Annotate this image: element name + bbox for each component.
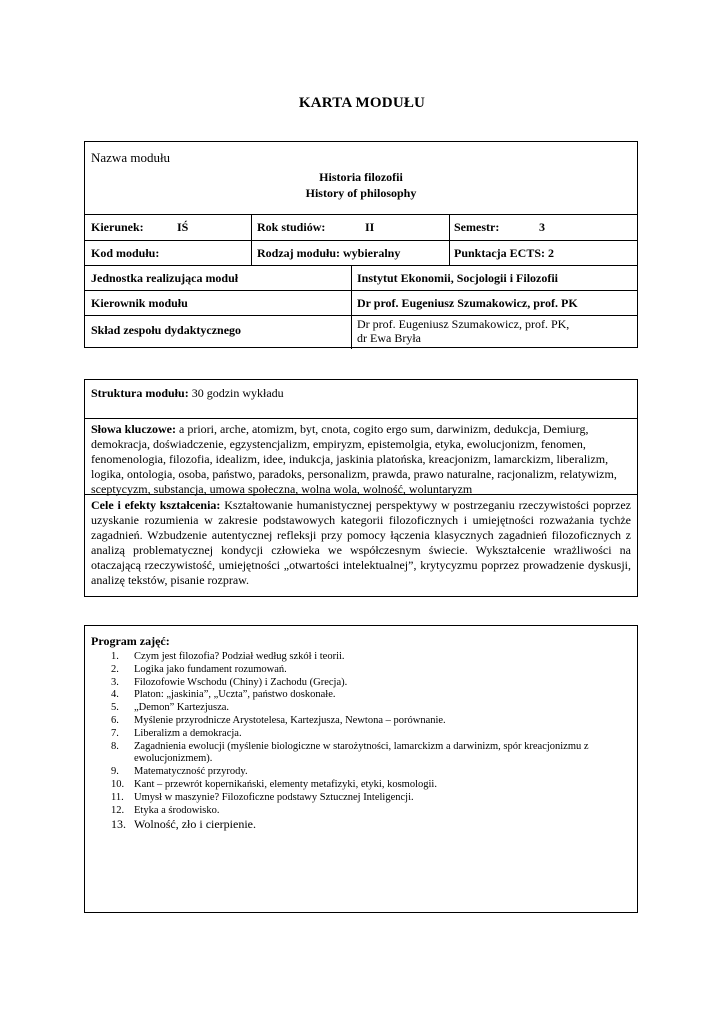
- rok-label: Rok studiów:: [257, 220, 326, 234]
- divider: [85, 494, 637, 495]
- list-item-number: 8.: [111, 740, 119, 752]
- list-item-text: Myślenie przyrodnicze Arystotelesa, Kartezjusza, Newtona – porównanie.: [134, 714, 446, 726]
- program-label: Program zajęć:: [91, 634, 170, 648]
- list-item-text: „Demon” Kartezjusza.: [134, 702, 230, 714]
- list-item-text: Czym jest filozofia? Podział według szkół i teorii.: [134, 651, 345, 662]
- kod-label: Kod modułu:: [91, 246, 160, 260]
- list-item-text: Umysł w maszynie? Filozoficzne podstawy Sztucznej Inteligencji.: [134, 791, 414, 803]
- cele-row: [91, 498, 631, 588]
- sklad-label: Skład zespołu dydaktycznego: [91, 323, 242, 337]
- divider: [85, 315, 637, 316]
- program-list: [85, 651, 629, 831]
- cele-value: Kształtowanie humanistycznej perspektywy w postrzeganiu rzeczywistości poprzez uzyskanie rozumienia w zakresie podstawowych kategorii filozoficznych i umiejętności rozważania tychże zagadnień. Wzbudzenie autentycznej refleksji przy pomocy łączenia klasycznych zagadnień filozoficznych z analizą problematycznej kondycji człowieka we współczesnym świecie. Wykształcenie wrażliwości na otaczającą rzeczywistość, umiejętności „otwartości intelektualnej”, krytycyzmu poprzez prowadzenie dyskusji, analizę tekstów, pisanie rozpraw.: [91, 498, 632, 587]
- list-item: [85, 817, 629, 831]
- kierunek-label: Kierunek:: [91, 220, 144, 234]
- list-item-number: 5.: [111, 702, 119, 714]
- list-item: [85, 689, 629, 702]
- list-item-text: Kant – przewrót kopernikański, elementy metafizyki, etyki, kosmologii.: [134, 778, 437, 790]
- divider: [85, 265, 637, 266]
- page-title: KARTA MODUŁU: [298, 95, 426, 111]
- struktura-label: Struktura modułu:: [91, 386, 189, 400]
- sklad-value-line: Dr prof. Eugeniusz Szumakowicz, prof. PK,: [357, 317, 570, 331]
- semestr-value: 3: [539, 220, 545, 234]
- list-item-text: Zagadnienia ewolucji (myślenie biologiczne w starożytności, lamarckizm a darwinizm, spór kreacjonizmu z ewolucjonizmem).: [134, 740, 589, 765]
- list-item-text: Wolność, zło i cierpienie.: [134, 817, 256, 832]
- cele-label: Cele i efekty kształcenia:: [91, 498, 221, 512]
- list-item: [85, 779, 629, 792]
- module-title-pl: Historia filozofii: [319, 170, 403, 184]
- list-item-text: Filozofowie Wschodu (Chiny) i Zachodu (Grecja).: [134, 676, 348, 688]
- divider: [85, 290, 637, 291]
- list-item-text: Matematyczność przyrody.: [134, 766, 248, 778]
- list-item-number: 10.: [111, 778, 125, 790]
- module-details-table: [84, 379, 638, 597]
- sklad-value: [357, 317, 569, 345]
- divider: [351, 265, 352, 349]
- jednostka-label: Jednostka realizująca moduł: [91, 271, 239, 285]
- list-item: [85, 766, 629, 779]
- list-item: [85, 715, 629, 728]
- divider: [85, 214, 637, 215]
- list-item-number: 12.: [111, 804, 125, 816]
- slowa-row: [91, 422, 631, 497]
- module-name-label: Nazwa modułu: [91, 150, 171, 165]
- module-titles: [85, 169, 637, 201]
- module-info-table: [84, 141, 638, 348]
- list-item-number: 2.: [111, 663, 119, 675]
- list-item-number: 3.: [111, 676, 119, 688]
- list-item: [85, 792, 629, 805]
- struktura-value: 30 godzin wykładu: [188, 386, 284, 400]
- list-item-number: 6.: [111, 714, 119, 726]
- list-item: [85, 702, 629, 715]
- kierownik-value: Dr prof. Eugeniusz Szumakowicz, prof. PK: [357, 296, 578, 310]
- rok-value: II: [365, 220, 375, 234]
- sklad-value-line: dr Ewa Bryła: [357, 331, 421, 345]
- list-item-number: 11.: [111, 791, 124, 803]
- list-item-text: Logika jako fundament rozumowań.: [134, 663, 287, 675]
- divider: [449, 214, 450, 265]
- list-item: [85, 677, 629, 690]
- struktura-row: [91, 386, 631, 401]
- list-item: [85, 741, 629, 767]
- divider: [85, 418, 637, 419]
- kierunek-value: IŚ: [177, 220, 189, 234]
- list-item: [85, 664, 629, 677]
- list-item-text: Liberalizm a demokracja.: [134, 727, 242, 739]
- semestr-label: Semestr:: [454, 220, 500, 234]
- list-item: [85, 805, 629, 818]
- list-item-number: 4.: [111, 689, 119, 701]
- list-item-number: 7.: [111, 727, 119, 739]
- list-item-number: 13.: [111, 817, 126, 832]
- slowa-label: Słowa kluczowe:: [91, 422, 176, 436]
- list-item: [85, 651, 629, 664]
- list-item-number: 9.: [111, 766, 119, 778]
- list-item-text: Platon: „jaskinia”, „Uczta”, państwo doskonałe.: [134, 689, 336, 701]
- slowa-value: a priori, arche, atomizm, byt, cnota, cogito ergo sum, darwinizm, dedukcja, Demiurg, demokracja, doświadczenie, egzystencjalizm, empiryzm, epistemolgia, etyka, ewolucjonizm, fenomen, fenomenologia, filozofia, idealizm, idee, indukcja, jaskinia platońska, kreacjonizm, lamarckizm, liberalizm, logika, ontologia, osoba, państwo, paradoks, personalizm, prawda, prawo naturalne, racjonalizm, relatywizm, sceptycyzm, substancja, umowa społeczna, wolna wola, wolność, woluntaryzm: [91, 422, 617, 496]
- rodzaj-label: Rodzaj modułu: wybieralny: [257, 246, 401, 260]
- list-item-text: Etyka a środowisko.: [134, 804, 220, 816]
- list-item: [85, 728, 629, 741]
- list-item-number: 1.: [111, 651, 119, 662]
- program-table: [84, 625, 638, 913]
- module-title-en: History of philosophy: [305, 186, 417, 200]
- ects-label: Punktacja ECTS: 2: [454, 246, 555, 260]
- divider: [85, 240, 637, 241]
- divider: [251, 214, 252, 265]
- jednostka-value: Instytut Ekonomii, Socjologii i Filozofii: [357, 271, 559, 285]
- kierownik-label: Kierownik modułu: [91, 296, 188, 310]
